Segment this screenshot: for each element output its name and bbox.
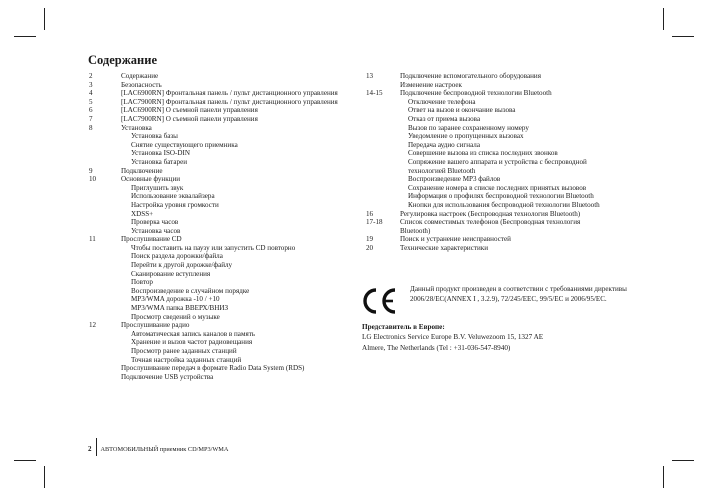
footer-divider (96, 438, 97, 456)
toc-page-number: 14-15 (366, 89, 383, 98)
toc-entry (366, 89, 624, 98)
toc-entry-text: Установка ISO-DIN (131, 149, 191, 158)
toc-entry-text: Чтобы поставить на паузу или запустить CD повторно (131, 243, 296, 252)
toc-entry (89, 330, 357, 339)
toc-page-number: 7 (89, 114, 93, 123)
toc-entry-text: Передача аудио сигнала (408, 140, 480, 149)
toc-entry-text: Установка батареи (131, 157, 188, 166)
toc-page-number: 4 (89, 89, 93, 98)
toc-page-number: 9 (89, 166, 93, 175)
toc-entry (89, 81, 357, 90)
toc-entry (89, 124, 357, 133)
toc-entry-text: Подключение (121, 166, 163, 175)
toc-entry-text: Содержание (121, 72, 159, 80)
ce-notice-text: Данный продукт произведен в соответствии с требованиями директивы 2006/28/EC(ANNEX I , 3.2.9), 72/245/EEC, 99/5/EC и 2006/95/EC. (410, 285, 627, 303)
toc-entry (366, 149, 624, 158)
toc-entry (366, 227, 624, 236)
toc-entry (89, 261, 357, 270)
toc-entry-text: Уведомление о пропущенных вызовах (408, 132, 524, 141)
toc-entry-text: Поиск раздела дорожки/файла (131, 252, 223, 261)
ce-notice (362, 283, 632, 323)
toc-entry-text: Технические характеристики (400, 243, 488, 252)
toc-entry (366, 184, 624, 193)
toc-entry-text: Отключение телефона (408, 97, 476, 106)
crop-mark (44, 8, 45, 30)
toc-entry (89, 278, 357, 287)
toc-entry-text: Использование эквалайзера (131, 192, 215, 201)
page-number: 2 (88, 445, 92, 453)
toc-entry (366, 115, 624, 124)
toc-entry (366, 132, 624, 141)
toc-page-number: 11 (89, 235, 96, 244)
toc-entry-text: Установка часов (131, 226, 181, 235)
toc-entry (366, 218, 624, 227)
toc-entry (89, 218, 357, 227)
toc-entry (89, 364, 357, 373)
toc-entry (89, 373, 357, 382)
toc-entry-text: MP3/WMA дорожка -10 / +10 (131, 295, 220, 304)
toc-entry (89, 192, 357, 201)
toc-entry-text: Прослушивание радио (121, 321, 190, 330)
toc-entry-text: Сохранение номера в списке последних принятых вызовов (408, 183, 587, 192)
toc-entry (89, 252, 357, 261)
toc-entry-text: Прослушивание передач в формате Radio Data System (RDS) (121, 364, 305, 373)
toc-entry (89, 321, 357, 330)
ce-mark-icon (362, 287, 398, 315)
toc-entry (366, 124, 624, 133)
toc-entry (366, 175, 624, 184)
toc-entry (89, 338, 357, 347)
toc-entry-text: Основные функции (121, 175, 181, 184)
toc-entry-text: XDSS+ (131, 209, 154, 218)
toc-entry-text: Просмотр ранее заданных станций (131, 347, 237, 355)
toc-entry-text: Вызов по заранее сохраненному номеру (408, 123, 529, 132)
eu-representative (362, 322, 543, 353)
page-footer (88, 440, 228, 458)
toc-page-number: 20 (366, 243, 374, 252)
toc-entry-text: [LAC7900RN] О съемной панели управления (121, 114, 258, 123)
representative-line: LG Electronics Service Europe B.V. Veluwezoom 15, 1327 AE (362, 333, 544, 342)
toc-entry (366, 201, 624, 210)
crop-mark (14, 460, 36, 461)
toc-entry (366, 141, 624, 150)
toc-page-number: 3 (89, 80, 93, 89)
toc-entry-text: [LAC7900RN] Фронтальная панель / пульт дистанционного управления (121, 97, 338, 106)
crop-mark (14, 36, 36, 37)
toc-entry (89, 132, 357, 141)
toc-entry-text: Проверка часов (131, 218, 179, 227)
toc-entry (366, 167, 624, 176)
toc-entry (89, 287, 357, 296)
crop-mark (672, 36, 694, 37)
toc-right-column (366, 72, 624, 252)
toc-page-number: 19 (366, 235, 374, 244)
toc-entry-text: Регулировка настроек (Беспроводная технология Bluetooth) (400, 209, 581, 218)
toc-entry (89, 149, 357, 158)
toc-entry-text: Снятие существующего приемника (131, 140, 238, 149)
crop-mark (663, 466, 664, 488)
toc-entry-text: Воспроизведение MP3 файлов (408, 175, 501, 184)
toc-page-number: 10 (89, 175, 97, 184)
toc-entry-text: Совершение вызова из списка последних звонков (408, 149, 558, 158)
toc-entry-text: Подключение беспроводной технологии Bluetooth (400, 89, 552, 98)
toc-entry-text: Перейти к другой дорожке/файлу (131, 261, 233, 270)
toc-entry-text: Повтор (131, 278, 153, 287)
toc-entry (89, 347, 357, 356)
toc-entry-text: Точная настройка заданных станций (131, 355, 242, 364)
toc-entry-text: Безопасность (121, 80, 162, 89)
toc-page-number: 16 (366, 209, 374, 218)
toc-entry (89, 304, 357, 313)
toc-entry-text: Подключение вспомогательного оборудования (400, 72, 541, 80)
toc-left-column (89, 72, 357, 381)
toc-entry-text: Поиск и устранение неисправностей (400, 235, 511, 244)
toc-entry-text: Воспроизведение в случайном порядке (131, 286, 250, 295)
toc-entry (89, 106, 357, 115)
toc-entry (366, 235, 624, 244)
toc-entry-text: [LAC6900RN] Фронтальная панель / пульт дистанционного управления (121, 89, 338, 98)
toc-entry (89, 115, 357, 124)
toc-entry (89, 158, 357, 167)
toc-entry-text: Подключение USB устройства (121, 372, 214, 381)
toc-entry-text: Прослушивание CD (121, 235, 182, 244)
toc-entry (366, 158, 624, 167)
toc-page-number: 12 (89, 321, 97, 330)
toc-entry-text: Сопряжение вашего аппарата и устройства с беспроводной (408, 157, 587, 166)
toc-entry-text: Кнопки для использования беспроводной технологии Bluetooth (408, 200, 600, 209)
toc-entry-text: Настройка уровня громкости (131, 200, 219, 209)
toc-entry-text: технологией Bluetooth (408, 166, 476, 175)
toc-entry-text: Установка базы (131, 132, 178, 141)
toc-page-number: 5 (89, 97, 93, 106)
toc-entry-text: MP3/WMA папка ВВЕРХ/ВНИЗ (131, 304, 229, 313)
crop-mark (663, 8, 664, 30)
toc-entry-text: Приглушить звук (131, 183, 184, 192)
toc-entry (366, 192, 624, 201)
representative-title: Представитель в Европе: (362, 323, 445, 331)
toc-page-number: 13 (366, 72, 374, 80)
toc-entry (366, 81, 624, 90)
toc-entry-text: Просмотр сведений о музыке (131, 312, 220, 321)
toc-entry (89, 89, 357, 98)
toc-entry (89, 313, 357, 322)
toc-page-number: 2 (89, 72, 93, 80)
toc-entry (366, 106, 624, 115)
crop-mark (44, 466, 45, 488)
toc-entry-text: Установка (121, 123, 152, 132)
toc-entry (89, 184, 357, 193)
toc-entry (89, 175, 357, 184)
toc-entry (89, 72, 357, 81)
toc-entry (89, 227, 357, 236)
toc-entry-text: Изменение настроек (400, 80, 462, 89)
crop-mark (672, 460, 694, 461)
toc-entry (89, 141, 357, 150)
toc-entry (89, 295, 357, 304)
toc-entry-text: Отказ от приема вызова (408, 114, 481, 123)
toc-entry-text: Информация о профилях беспроводной технологии Bluetooth (408, 192, 594, 201)
toc-entry-text: [LAC6900RN] О съемной панели управления (121, 106, 258, 115)
representative-line: Almere, The Netherlands (Tel : +31-036-547-8940) (362, 343, 511, 352)
toc-entry-text: Bluetooth) (400, 226, 431, 235)
toc-entry (366, 98, 624, 107)
toc-page-number: 6 (89, 106, 93, 115)
toc-entry (89, 201, 357, 210)
toc-entry (89, 244, 357, 253)
toc-entry-text: Сканирование вступления (131, 269, 211, 278)
footer-caption: АВТОМОБИЛЬНЫЙ приемник CD/MP3/WMA (100, 445, 229, 453)
toc-entry (89, 235, 357, 244)
toc-entry (89, 98, 357, 107)
toc-entry (89, 210, 357, 219)
toc-entry-text: Хранение и вызов частот радиовещания (131, 338, 253, 347)
toc-entry (89, 270, 357, 279)
toc-entry-text: Список совместимых телефонов (Беспроводная технология (400, 218, 581, 227)
toc-entry (89, 167, 357, 176)
toc-entry (366, 72, 624, 81)
toc-entry-text: Ответ на вызов и окончание вызова (408, 106, 516, 115)
toc-entry (89, 356, 357, 365)
toc-entry (366, 210, 624, 219)
toc-page-number: 8 (89, 123, 93, 132)
toc-page-number: 17-18 (366, 218, 383, 227)
toc-entry (366, 244, 624, 253)
page-title: Содержание (88, 53, 158, 67)
toc-entry-text: Автоматическая запись каналов в память (131, 329, 256, 338)
